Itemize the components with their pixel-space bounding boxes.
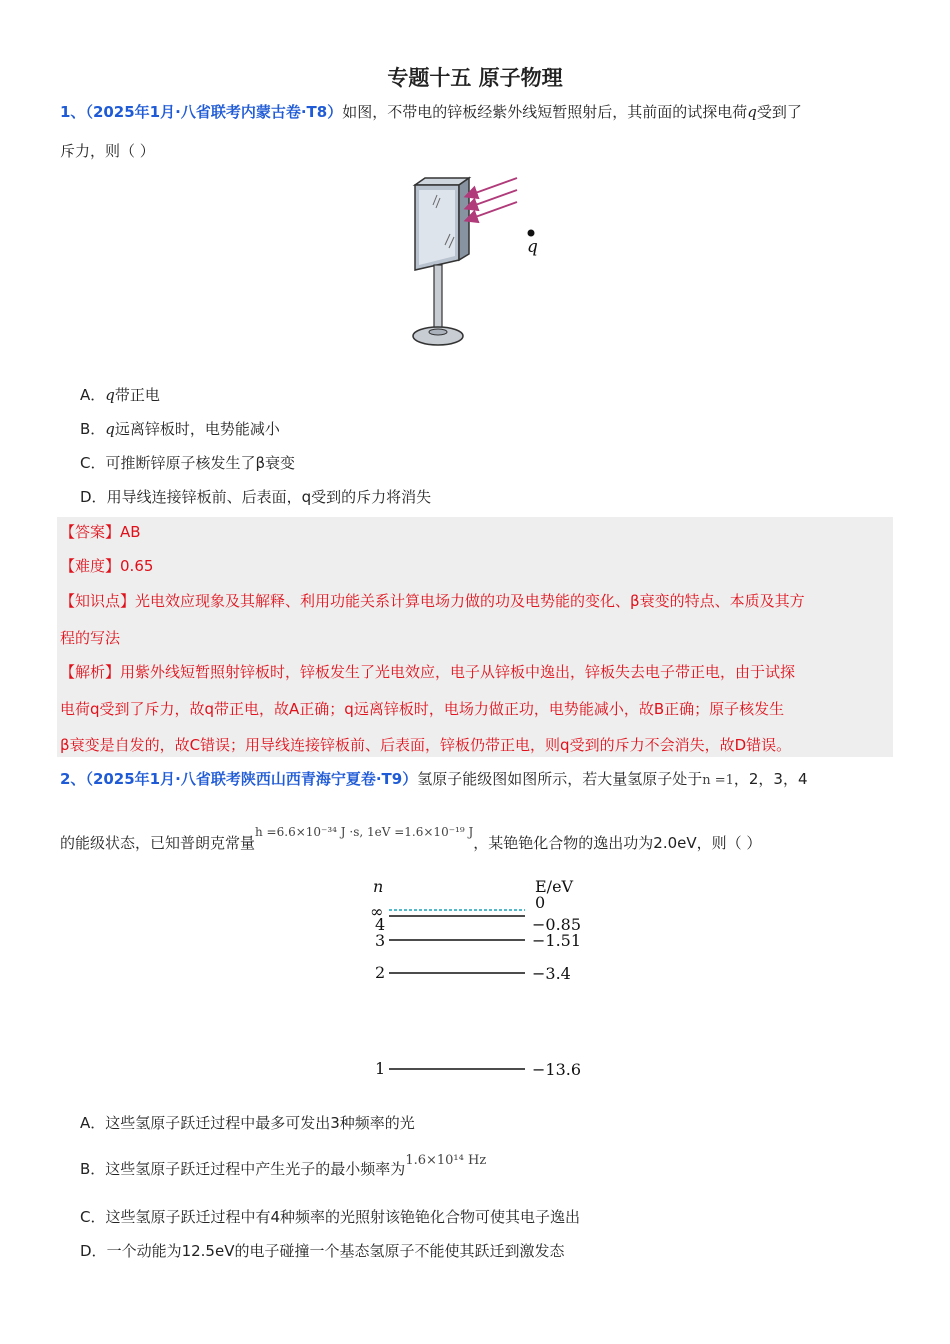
q1-knowledge-points: 【知识点】光电效应现象及其解释、利用功能关系计算电场力做的功及电势能的变化、β衰变的特点、本质及其方 (60, 592, 805, 610)
q1-number: 1、 (60, 103, 86, 121)
level-e-inf: 0 (535, 893, 546, 912)
q2-stem (60, 768, 808, 792)
q1-difficulty: 【难度】0.65 (60, 557, 154, 575)
q2-text-a: 氢原子能级图如图所示，若大量氢原子处于 (417, 770, 703, 788)
q1-option-d[interactable]: D．用导线连接锌板前、后表面，q受到的斥力将消失 (80, 488, 432, 506)
planck-constant-formula: h =6.6×10⁻³⁴ J ·s, 1eV =1.6×10⁻¹⁹ J (255, 825, 474, 839)
q2-number: 2、 (60, 770, 86, 788)
level-n-4: 4 (375, 915, 386, 934)
q1-analysis: 【解析】用紫外线短暂照射锌板时，锌板发生了光电效应，电子从锌板中逸出，锌板失去电子带正电，由于试探 (60, 663, 796, 681)
q1-text-a: 如图，不带电的锌板经紫外线短暂照射后，其前面的试探电荷 (342, 103, 748, 121)
level-n-1: 1 (375, 1059, 386, 1078)
q1-charge-symbol: q (747, 103, 757, 121)
page-title: 专题十五 原子物理 (387, 66, 563, 90)
q1-text-b: 受到了 (756, 103, 802, 121)
stand-rod (434, 265, 442, 330)
q1-stem-line2: 斥力，则（ ） (60, 142, 155, 160)
min-frequency-formula: 1.6×10¹⁴ Hz (405, 1153, 487, 1168)
q2-source: （2025年1月·八省联考陕西山西青海宁夏卷·T9） (85, 770, 418, 788)
level-e-2: −3.4 (532, 964, 571, 983)
q2-option-a[interactable]: A．这些氢原子跃迁过程中最多可发出3种频率的光 (80, 1114, 415, 1132)
test-charge (528, 230, 535, 237)
q2-option-d[interactable]: D．一个动能为12.5eV的电子碰撞一个基态氢原子不能使其跃迁到激发态 (80, 1242, 565, 1260)
level-n-3: 3 (375, 931, 386, 950)
q2-text-b: ，2，3，4 (733, 770, 808, 788)
level-e-4: −0.85 (532, 915, 582, 934)
level-n-2: 2 (375, 963, 386, 982)
zinc-plate-figure (395, 170, 545, 355)
level-e-3: −1.51 (532, 931, 582, 950)
q1-option-b[interactable]: B．q远离锌板时，电势能减小 (80, 420, 280, 438)
q1-stem (60, 101, 802, 123)
level-e-1: −13.6 (532, 1060, 582, 1079)
q2-option-c[interactable]: C．这些氢原子跃迁过程中有4种频率的光照射该铯铯化合物可使其电子逸出 (80, 1208, 581, 1226)
q1-option-c[interactable]: C．可推断锌原子核发生了β衰变 (80, 454, 296, 472)
q1-answer: 【答案】AB (60, 523, 141, 541)
test-charge-label: q (527, 237, 538, 257)
q2-stem-line2: 的能级状态，已知普朗克常量$^{h =6.6\times 10^{-34} J \cdot s, 1eV =1.6\times 10^{-19} J}$，某铯铯化合物的逸出功为2.0eV，则（ ） (60, 825, 762, 852)
n-axis-header: n (373, 877, 384, 896)
q1-analysis-line2: 电荷q受到了斥力，故q带正电，故A正确；q远离锌板时，电场力做正功，电势能减小，故B正确；原子核发生 (60, 700, 785, 718)
q1-source: （2025年1月·八省联考内蒙古卷·T8） (85, 103, 343, 121)
q1-answer-box (57, 517, 893, 757)
q1-knowledge-points-line2: 程的写法 (60, 629, 121, 647)
level-n-inf: ∞ (370, 902, 384, 921)
q2-level-n: n =1 (702, 773, 734, 788)
q1-analysis-line3: β衰变是自发的，故C错误；用导线连接锌板前、后表面，锌板仍带正电，则q受到的斥力不会消失，故D错误。 (60, 736, 792, 754)
e-axis-header: E/eV (535, 877, 574, 896)
q1-option-a[interactable]: A．q带正电 (80, 386, 160, 404)
q2-option-b[interactable]: B．这些氢原子跃迁过程中产生光子的最小频率为1.6×10¹⁴ Hz (80, 1153, 487, 1178)
energy-level-diagram (365, 872, 595, 1087)
